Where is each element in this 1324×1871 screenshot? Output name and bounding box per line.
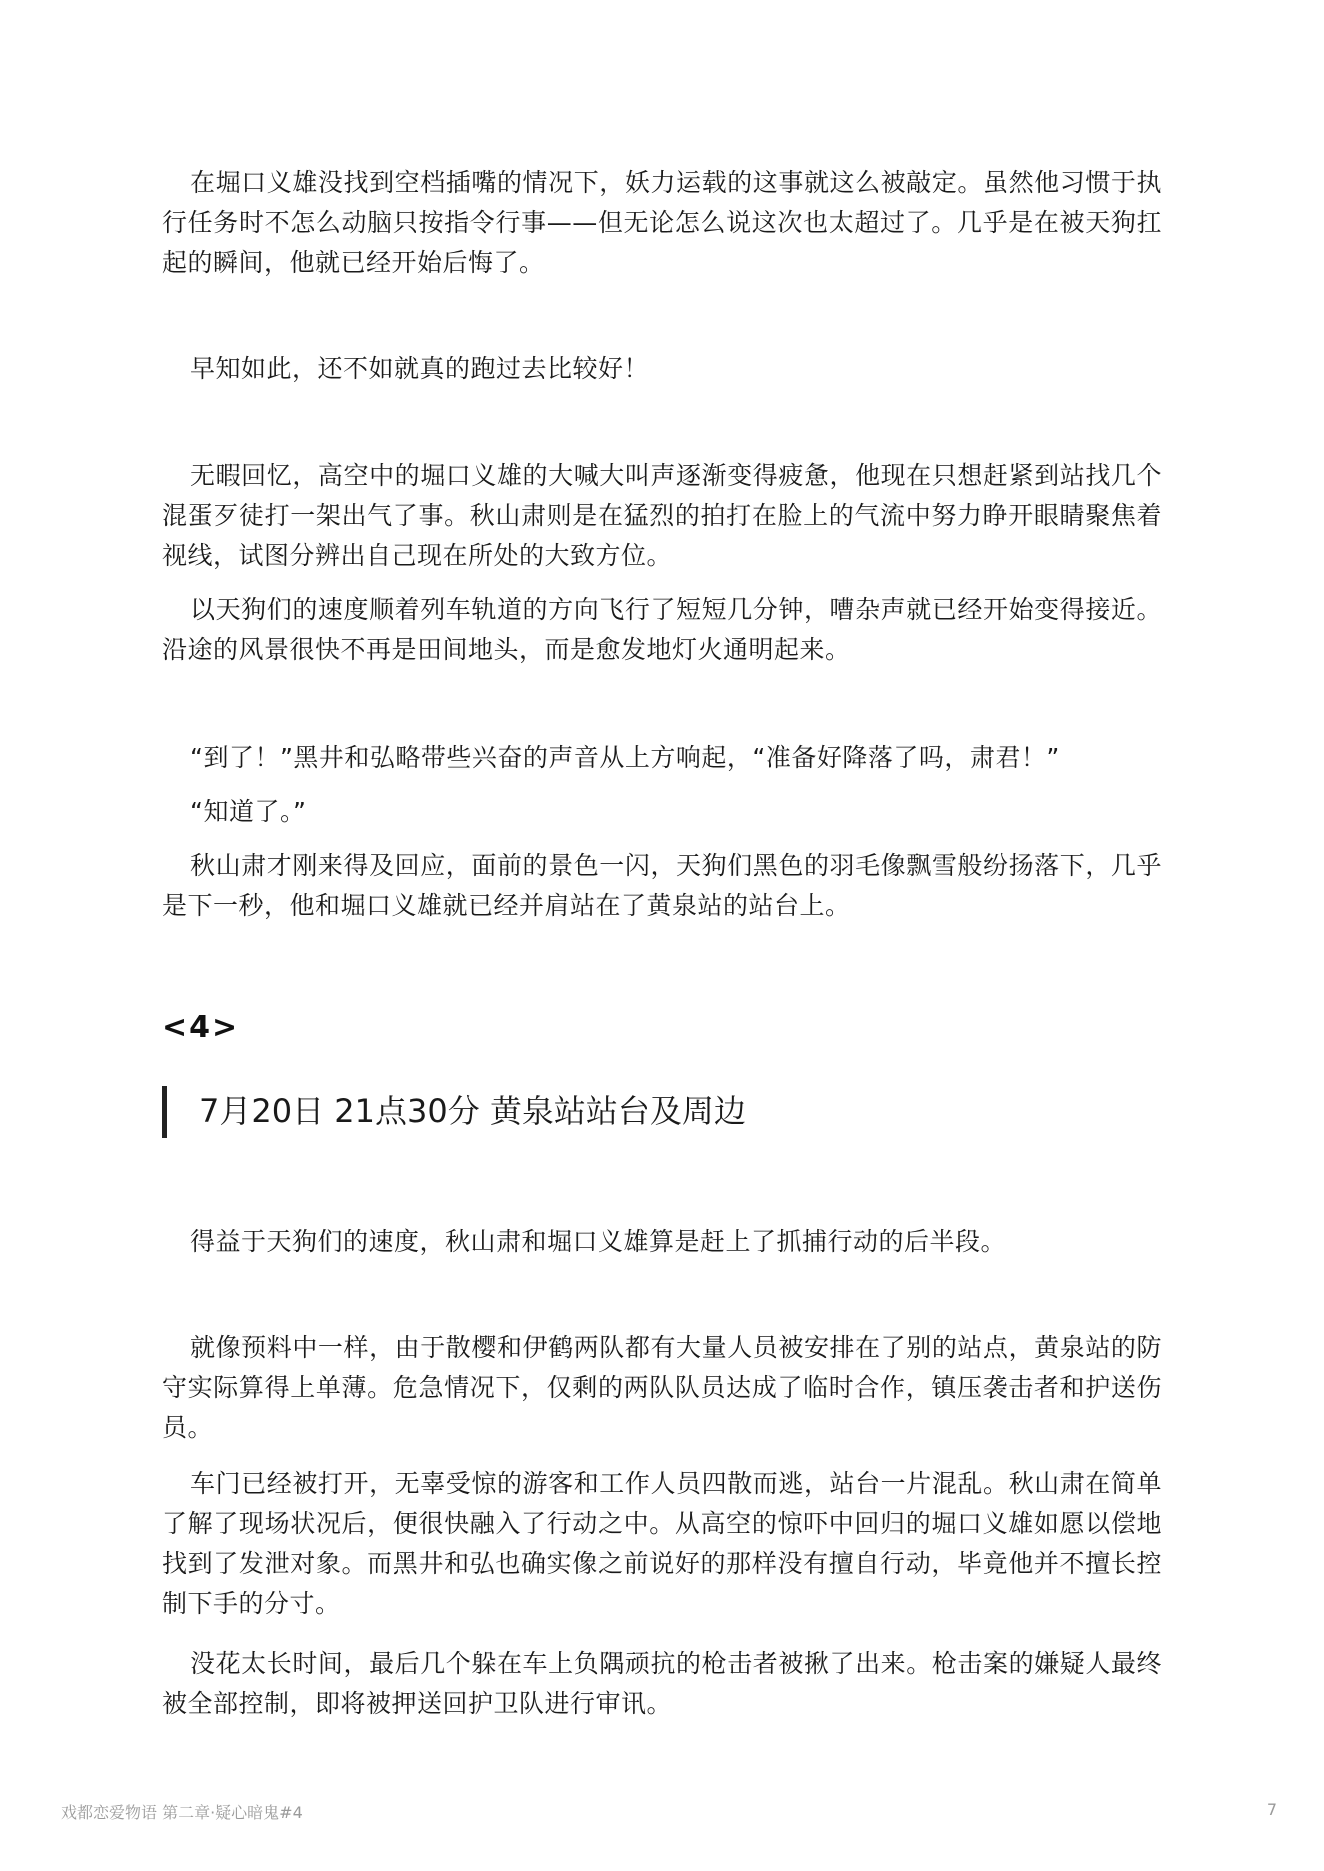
paragraph: 以天狗们的速度顺着列车轨道的方向飞行了短短几分钟，嘈杂声就已经开始变得接近。沿途的风景很快不再是田间地头，而是愈发地灯火通明起来。: [162, 595, 1162, 664]
document-page: [162, 0, 1162, 1871]
paragraph: 得益于天狗们的速度，秋山肃和堀口义雄算是赶上了抓捕行动的后半段。: [190, 1227, 1007, 1256]
paragraph: “到了！”黑井和弘略带些兴奋的声音从上方响起，“准备好降落了吗，肃君！”: [190, 743, 1060, 772]
paragraph: 早知如此，还不如就真的跑过去比较好！: [190, 354, 650, 383]
paragraph: 没花太长时间，最后几个躲在车上负隅顽抗的枪击者被揪了出来。枪击案的嫌疑人最终被全部控制，即将被押送回护卫队进行审讯。: [162, 1649, 1162, 1718]
paragraph: 就像预料中一样，由于散樱和伊鹤两队都有大量人员被安排在了别的站点，黄泉站的防守实际算得上单薄。危急情况下，仅剩的两队队员达成了临时合作，镇压袭击者和护送伤员。: [162, 1333, 1162, 1442]
footer-title: 戏都恋爱物语 第二章·疑心暗鬼#4: [61, 1803, 303, 1822]
paragraph: “知道了。”: [190, 797, 307, 826]
section-heading-text: 7月20日 21点30分 黄泉站站台及周边: [199, 1092, 746, 1130]
paragraph: 车门已经被打开，无辜受惊的游客和工作人员四散而逃，站台一片混乱。秋山肃在简单了解了现场状况后，便很快融入了行动之中。从高空的惊吓中回归的堀口义雄如愿以偿地找到了发泄对象。而黑井和弘也确实像之前说好的那样没有擅自行动，毕竟他并不擅长控制下手的分寸。: [162, 1469, 1162, 1618]
page-number: 7: [1266, 1800, 1277, 1819]
section-number: <4>: [162, 1010, 240, 1045]
paragraph: 在堀口义雄没找到空档插嘴的情况下，妖力运载的这事就这么被敲定。虽然他习惯于执行任务时不怎么动脑只按指令行事——但无论怎么说这次也太超过了。几乎是在被天狗扛起的瞬间，他就已经开始后悔了。: [162, 168, 1162, 277]
heading-accent-bar: [162, 1086, 167, 1138]
paragraph: 无暇回忆，高空中的堀口义雄的大喊大叫声逐渐变得疲惫，他现在只想赶紧到站找几个混蛋歹徒打一架出气了事。秋山肃则是在猛烈的拍打在脸上的气流中努力睁开眼睛聚焦着视线，试图分辨出自己现在所处的大致方位。: [162, 461, 1162, 570]
paragraph: 秋山肃才刚来得及回应，面前的景色一闪，天狗们黑色的羽毛像飘雪般纷扬落下，几乎是下一秒，他和堀口义雄就已经并肩站在了黄泉站的站台上。: [162, 851, 1162, 920]
section-heading: [162, 1082, 1162, 1140]
